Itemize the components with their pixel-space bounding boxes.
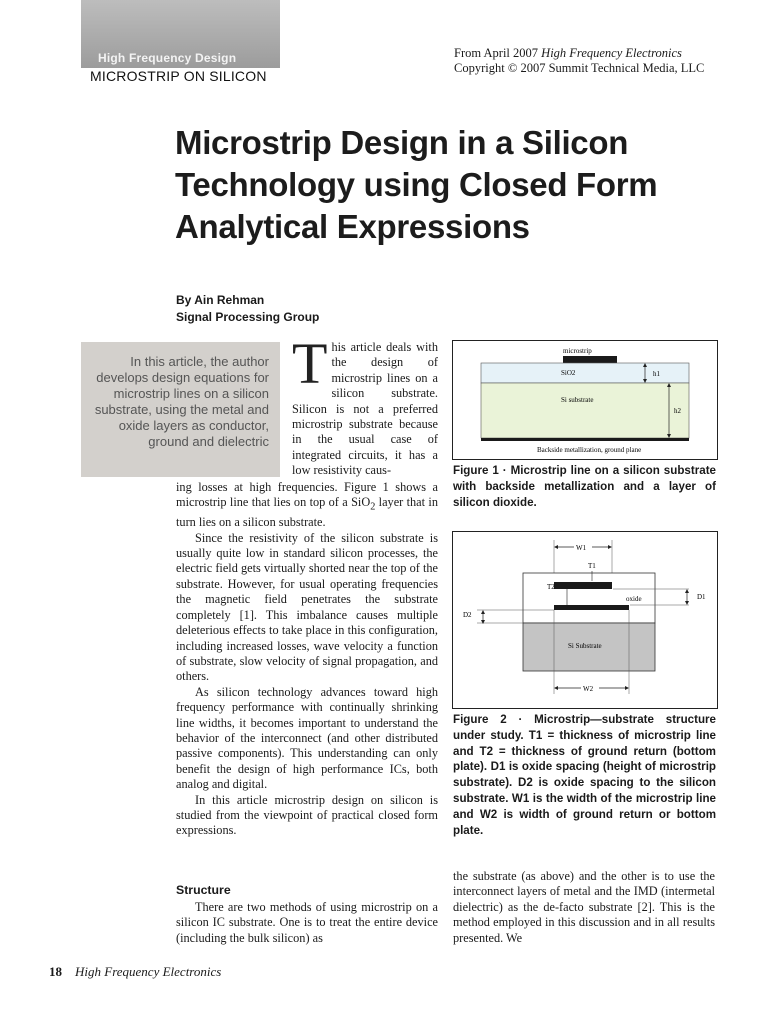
fig2-label-w2: W2	[583, 685, 594, 693]
fig1-si-substrate	[481, 383, 689, 438]
figure-2	[452, 531, 718, 709]
pull-quote-box	[81, 342, 280, 477]
fig2-w2-arrowhead-left	[554, 686, 558, 690]
intro-text-a: his article deals with the design of microstrip lines on a silicon substrate. Silicon is not a preferred microstrip substrate because in the usual case of integrated circuits, it has a low resistivity caus-	[292, 340, 438, 478]
fig2-w2-arrowhead-right	[625, 686, 629, 690]
fig2-label-si-substrate: Si Substrate	[568, 642, 602, 650]
fig2-d2-arrowhead-top	[481, 610, 485, 614]
affiliation: Signal Processing Group	[176, 310, 320, 324]
fig1-label-h1: h1	[653, 370, 660, 378]
intro-subscript: 2	[370, 501, 376, 513]
fig2-ground-return-plate	[554, 605, 629, 610]
source-prefix: From April 2007	[454, 46, 542, 60]
fig1-label-h2: h2	[674, 407, 681, 415]
source-publication: High Frequency Electronics	[541, 46, 682, 60]
fig2-label-d1: D1	[697, 593, 706, 601]
intro-text-c: layer that in turn lies on a silicon substrate.	[176, 495, 438, 530]
figure-2-diagram	[453, 532, 717, 708]
figure-1-diagram	[453, 341, 717, 459]
fig2-w1-arrowhead-right	[608, 545, 612, 549]
figure-2-caption: Figure 2 · Microstrip—substrate structure under study. T1 = thickness of microstrip line and T2 = thickness of ground return (bottom plate). D1 is oxide spacing (height of microstrip substrate). D2 is oxide spacing to the silicon substrate. W1 is the width of the microstrip line and W2 is width of ground return or bottom plate.	[453, 713, 716, 837]
intro-column-top	[292, 331, 438, 479]
article-title: Microstrip Design in a Silicon Technology using Closed Form Analytical Expressions	[175, 124, 658, 245]
fig1-label-sio2: SiO2	[561, 369, 576, 377]
fig2-w1-arrowhead-left	[554, 545, 558, 549]
figure-1-caption: Figure 1 · Microstrip line on a silicon substrate with backside metallization and a layer of silicon dioxide.	[453, 464, 716, 509]
source-line	[454, 46, 682, 61]
footer-publication: High Frequency Electronics	[75, 964, 222, 979]
body-paragraph-4: In this article microstrip design on silicon is studied from the viewpoint of practical closed form expressions.	[176, 792, 438, 838]
fig1-label-si-substrate: Si substrate	[561, 396, 594, 404]
intro-paragraph-continued	[176, 480, 438, 531]
fig2-label-d2: D2	[463, 611, 472, 619]
fig1-label-backside: Backside metallization, ground plane	[537, 446, 642, 454]
figure-1	[452, 340, 718, 460]
author: By Ain Rehman	[176, 293, 265, 307]
structure-heading: Structure	[176, 883, 231, 897]
body-column-right	[453, 869, 715, 946]
fig2-microstrip-line	[554, 582, 612, 589]
section-label: High Frequency Design	[98, 51, 237, 65]
fig1-microstrip-line	[563, 356, 617, 363]
topic-label: MICROSTRIP ON SILICON	[90, 68, 267, 84]
fig2-label-w1: W1	[576, 544, 587, 552]
fig2-label-oxide: oxide	[626, 595, 642, 603]
pull-quote-text: In this article, the author develops design equations for microstrip lines on a silicon substrate, using the metal and oxide layers as conductor, ground and dielectric	[94, 354, 269, 449]
byline	[176, 292, 319, 326]
fig2-d1-arrowhead-top	[685, 589, 689, 593]
fig2-d1-arrowhead-bottom	[685, 601, 689, 605]
page-number: 18	[49, 964, 62, 979]
fig1-ground-plane	[481, 438, 689, 441]
drop-cap: T	[292, 331, 328, 396]
fig1-label-microstrip: microstrip	[563, 347, 592, 355]
body-column-left	[176, 480, 438, 839]
fig2-label-t2: T2	[547, 583, 555, 591]
right-paragraph: the substrate (as above) and the other is to use the interconnect layers of metal and the IMD (intermetal dielectric) as the de-facto substrate [2]. This is the method employed in this discussion and in all results presented. We	[453, 869, 715, 945]
body-paragraph-2: Since the resistivity of the silicon substrate is usually quite low in standard silicon processes, the electric field gets virtually shorted near the top of the substrate. However, for usual operating frequencies the magnetic field penetrates the substrate completely [1]. This imbalance causes multiple deleterious effects to take place in this configuration, including increased losses, wave velocity a function of substrate, slow velocity of signal propagation, and others.	[176, 530, 438, 684]
structure-text-column	[176, 900, 438, 946]
structure-paragraph: There are two methods of using microstrip on a silicon IC substrate. One is to treat the entire device (including the bulk silicon) as	[176, 900, 438, 945]
intro-text-b: ing losses at high frequencies. Figure 1 shows a microstrip line that lies on top of a SiO	[176, 480, 438, 510]
fig2-d2-arrowhead-bottom	[481, 620, 485, 624]
body-paragraph-3: As silicon technology advances toward high frequency performance with continually shrinking line widths, it becomes important to understand the behavior of the interconnect (and other distributed passive components). This understanding can only benefit the design of high performance ICs, both analog and digital.	[176, 684, 438, 792]
copyright-line: Copyright © 2007 Summit Technical Media, LLC	[454, 61, 705, 75]
fig2-label-t1: T1	[588, 562, 596, 570]
